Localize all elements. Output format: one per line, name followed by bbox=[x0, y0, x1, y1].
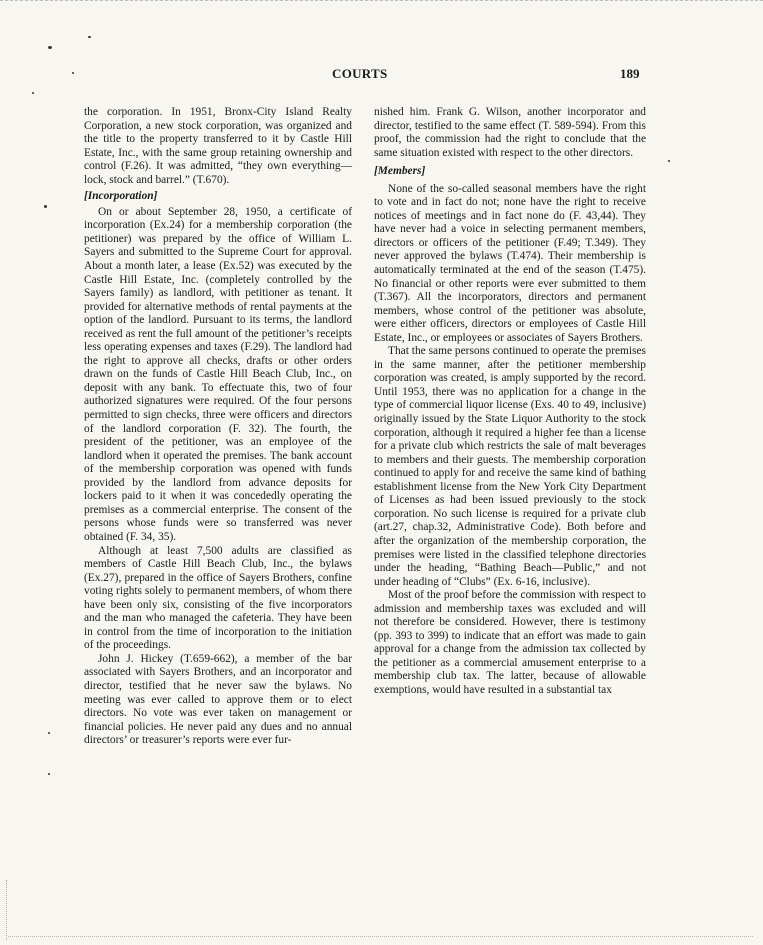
paragraph: That the same persons continued to operate the premises in the same manner, after the petitioner membership corporation was created, is amply supported by the record. Until 1953, there was no application for a change in the type of commercial liquor license (Exs. 40 to 49, inclusive) originally issued by the State Liquor Authority to the stock corporation, although it required a higher fee than a license for a private club which restricts the sale of malt beverages to members and their guests. The membership corporation continued to apply for and receive the same kind of bathing establishment license from the New York City Department of Licenses as had been issued previously to the stock corporation. No such license is required for a private club (art.27, chap.32, Administrative Code). Both before and after the organization of the membership corporation, the premises were listed in the classified telephone directories under the heading, “Bathing Beach—Public,” and not under heading of “Clubs” (Ex. 6-16, inclusive). bbox=[374, 345, 646, 588]
scan-edge-top bbox=[0, 0, 763, 1]
scan-speck bbox=[48, 46, 52, 49]
section-heading-members: [Members] bbox=[374, 165, 426, 178]
paragraph: nished him. Frank G. Wilson, another incorporator and director, testified to the same effect (T. 589-594). From this proof, the commission had the right to conclude that the same situation existed with respect to the other directors. bbox=[374, 106, 646, 159]
paragraph: Although at least 7,500 adults are classified as members of Castle Hill Beach Club, Inc., the bylaws (Ex.27), prepared in the office of Sayers Brothers, confine voting rights solely to permanent members, of whom there have been only six, consisting of the five incorporators and the man who managed the cafeteria. They have been in control from the time of incorporation to the initiation of the proceedings. bbox=[84, 544, 352, 652]
scan-speck bbox=[668, 160, 670, 162]
section-heading-incorporation: [Incorporation] bbox=[84, 190, 158, 203]
scan-speck bbox=[32, 92, 34, 94]
scan-speck bbox=[88, 36, 91, 38]
paragraph: On or about September 28, 1950, a certificate of incorporation (Ex.24) for a membership corporation (the petitioner) was prepared by the office of William L. Sayers and submitted to the Supreme Court for approval. About a month later, a lease (Ex.52) was executed by the Castle Hill Estate, Inc. (completely controlled by the Sayers family) as landlord, with petitioner as tenant. It provided for alternative methods of rental payments at the option of the landlord. Pursuant to its terms, the landlord received as rent the full amount of the petitioner’s receipts less operating expenses and taxes (F.29). The landlord had the right to approve all checks, drafts or other orders drawn on the funds of Castle Hill Beach Club, Inc., on deposit with any bank. To effectuate this, two of four authorized signatures were required. Of the four persons permitted to sign checks, three were officers and directors of the landlord corporation (F. 32). The fourth, the president of the petitioner, was an employee of the landlord when it operated the premises. The bank account of the membership corporation was opened with funds provided by the landlord from advance deposits for lockers paid to it when it was concededly operating the premises as a commercial enterprise. The consent of the persons whose funds were so transferred was never obtained (F. 34, 35). bbox=[84, 205, 352, 543]
scan-speck bbox=[48, 732, 50, 734]
paragraph: the corporation. In 1951, Bronx-City Island Realty Corporation, a new stock corporation, was organized and the title to the property transferred to it by Castle Hill Estate, Inc., with the same group retaining ownership and control (F.26). It was admitted, “they own everything—lock, stock and barrel.” (T.670). bbox=[84, 106, 352, 186]
paragraph: John J. Hickey (T.659-662), a member of the bar associated with Sayers Brothers, and an incorporator and director, testified that he never saw the bylaws. No meeting was ever called to approve them or to elect directors. No vote was ever taken on management or financial policies. He never paid any dues and no annual directors’ or treasurer’s reports were ever fur- bbox=[84, 652, 352, 747]
scan-edge-bottom bbox=[8, 936, 753, 937]
scan-speck bbox=[48, 773, 50, 775]
page-number: 189 bbox=[620, 66, 640, 81]
scan-edge-left bbox=[6, 880, 7, 940]
paragraph: None of the so-called seasonal members have the right to vote and in fact do not; none have the right to receive notices of meetings and in fact none do (F. 43,44). They have never had a voice in selecting permanent members, directors or officers of the petitioner (F.49; T.349). They never approved the bylaws (T.474). Their membership is automatically terminated at the end of the season (T.475). No financial or other reports were ever submitted to them (T.367). All the incorporators, directors and permanent members, whose control of the petitioner was absolute, were either officers, directors or employees of Castle Hill Estate, Inc., or employees or associates of Sayers Brothers. bbox=[374, 182, 646, 344]
scan-speck bbox=[44, 205, 47, 208]
left-column bbox=[84, 106, 352, 748]
scan-speck bbox=[72, 72, 74, 74]
right-column bbox=[374, 106, 646, 698]
paragraph: Most of the proof before the commission with respect to admission and membership taxes was excluded and will not therefore be considered. However, there is testimony (pp. 393 to 399) to indicate that an effort was made to gain approval for a change from the admission tax collected by the petitioner as a commercial amusement enterprise to a membership club tax. The latter, because of allowable exemptions, would have resulted in a substantial tax bbox=[374, 589, 646, 696]
running-head: COURTS bbox=[332, 66, 388, 81]
